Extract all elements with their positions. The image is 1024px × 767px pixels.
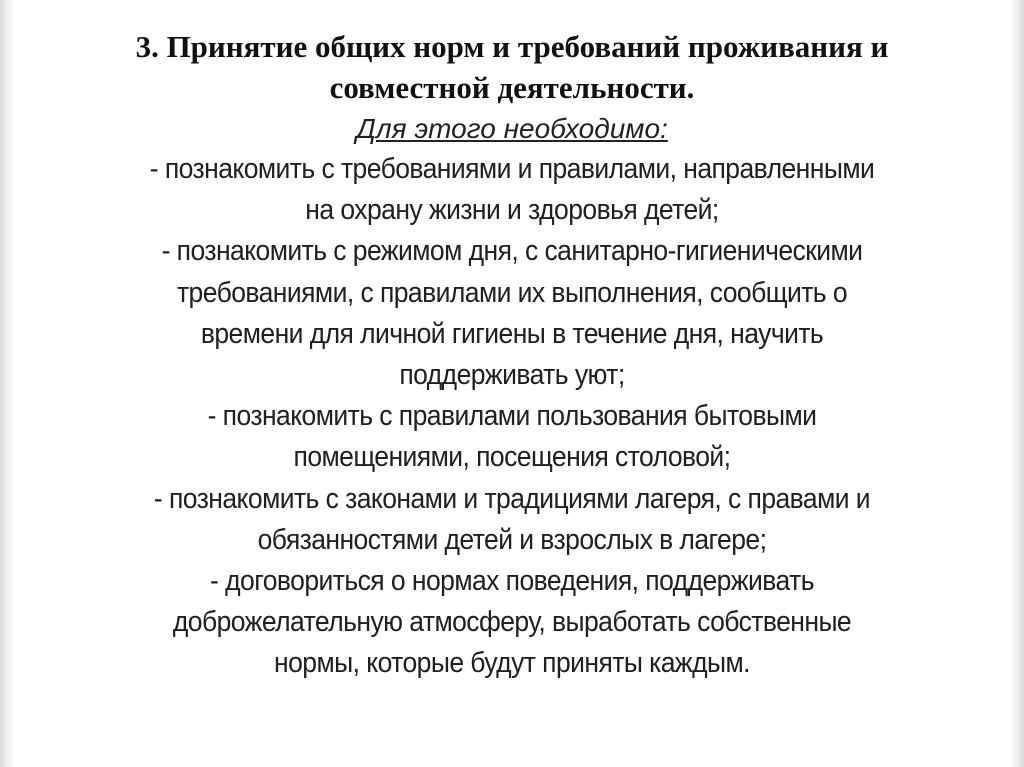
- body-line: - познакомить с законами и традициями лагеря, с правами и: [153, 482, 871, 515]
- subheading: Для этого необходимо:: [356, 113, 668, 144]
- body-line: времени для личной гигиены в течение дня, научить: [200, 317, 824, 350]
- body-line: - договориться о нормах поведения, поддерживать: [210, 565, 814, 598]
- slide-right-edge: [1010, 0, 1024, 767]
- body-line: поддерживать уют;: [399, 359, 625, 392]
- heading-line-2: совместной деятельности.: [329, 70, 695, 105]
- body-line: - познакомить с режимом дня, с санитарно-гигиеническими: [161, 235, 863, 268]
- heading-line-1: 3. Принятие общих норм и требований проживания и: [135, 29, 889, 64]
- body-line: доброжелательную атмосферу, выработать собственные: [172, 606, 852, 639]
- body-line: на охрану жизни и здоровья детей;: [305, 194, 719, 227]
- slide-left-edge: [0, 0, 14, 767]
- body-line: - познакомить с правилами пользования бытовыми: [207, 400, 817, 433]
- body-line: помещениями, посещения столовой;: [293, 441, 731, 474]
- body-line: - познакомить с требованиями и правилами, направленными: [149, 153, 875, 185]
- slide-content: [40, 26, 984, 685]
- body-line: нормы, которые будут приняты каждым.: [274, 647, 750, 680]
- body-line: обязанностями детей и взрослых в лагере;: [257, 523, 767, 556]
- body-line: требованиями, с правилами их выполнения, сообщить о: [176, 276, 848, 309]
